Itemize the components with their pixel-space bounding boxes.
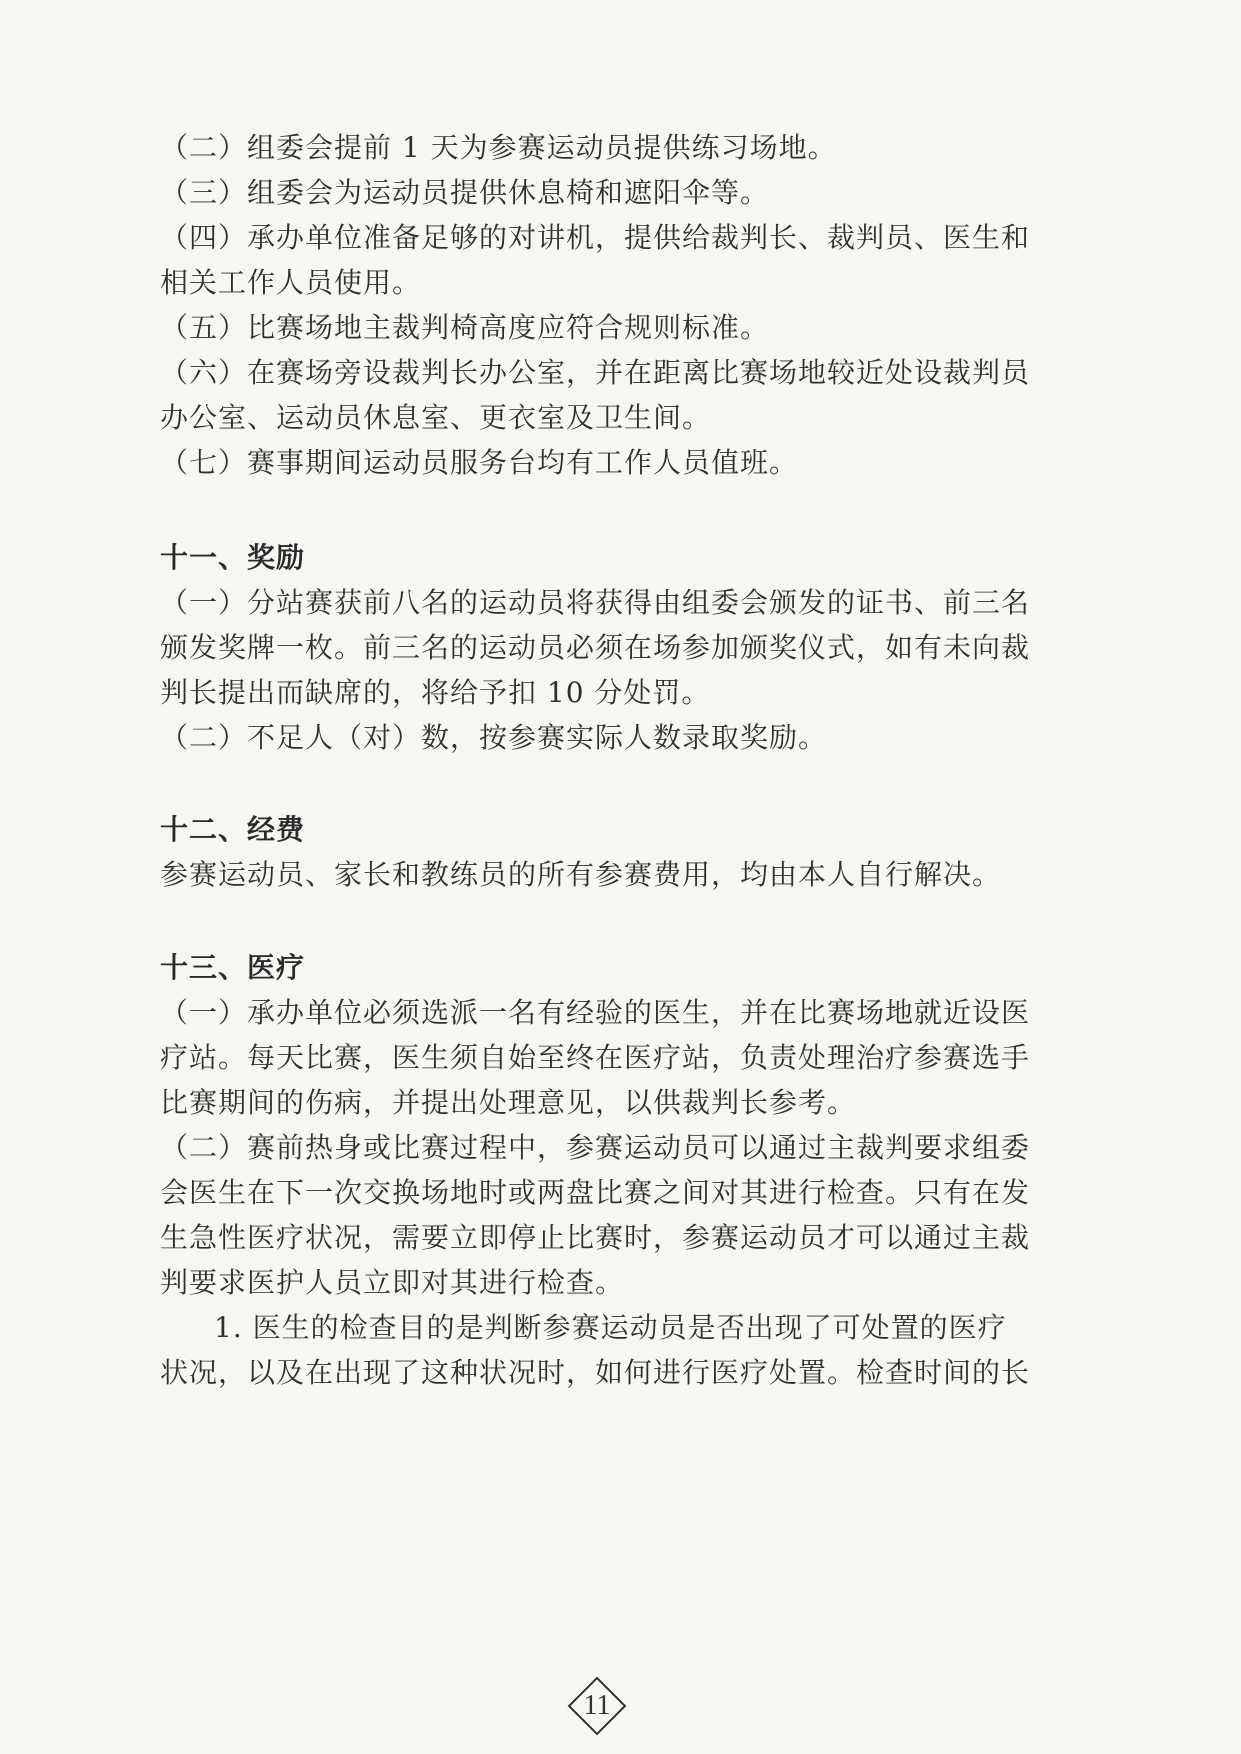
page-number: 11 (583, 1690, 611, 1721)
s10-item-4-line-2: 相关工作人员使用。 (160, 266, 422, 299)
section-13-heading: 十三、医疗 (160, 951, 306, 984)
s10-item-3: （三）组委会为运动员提供休息椅和遮阳伞等。 (160, 176, 770, 209)
s10-item-5: （五）比赛场地主裁判椅高度应符合规则标准。 (160, 311, 770, 344)
s13-item-2-line-3: 生急性医疗状况，需要立即停止比赛时，参赛运动员才可以通过主裁 (160, 1221, 1031, 1254)
s13-item-1-line-1: （一）承办单位必须选派一名有经验的医生，并在比赛场地就近设医 (160, 996, 1031, 1029)
s10-item-7: （七）赛事期间运动员服务台均有工作人员值班。 (160, 446, 799, 479)
s11-item-2: （二）不足人（对）数，按参赛实际人数录取奖励。 (160, 721, 828, 754)
s10-item-6-line-2: 办公室、运动员休息室、更衣室及卫生间。 (160, 401, 712, 434)
s10-item-6-line-1: （六）在赛场旁设裁判长办公室，并在距离比赛场地较近处设裁判员 (160, 356, 1031, 389)
section-12-heading: 十二、经费 (160, 813, 306, 846)
s11-item-1-line-3: 判长提出而缺席的，将给予扣 10 分处罚。 (160, 676, 711, 709)
s12-body: 参赛运动员、家长和教练员的所有参赛费用，均由本人自行解决。 (160, 858, 1002, 891)
s13-item-1-line-2: 疗站。每天比赛，医生须自始至终在医疗站，负责处理治疗参赛选手 (160, 1041, 1031, 1074)
s13-item-2-line-2: 会医生在下一次交换场地时或两盘比赛之间对其进行检查。只有在发 (160, 1176, 1031, 1209)
s13-item-2-line-4: 判要求医护人员立即对其进行检查。 (160, 1266, 625, 1299)
s13-sub-1-line-1: 1. 医生的检查目的是判断参赛运动员是否出现了可处置的医疗 (214, 1311, 1007, 1344)
s13-sub-1-line-2: 状况，以及在出现了这种状况时，如何进行医疗处置。检查时间的长 (160, 1356, 1031, 1389)
s13-item-1-line-3: 比赛期间的伤病，并提出处理意见，以供裁判长参考。 (160, 1086, 857, 1119)
s10-item-2: （二）组委会提前 1 天为参赛运动员提供练习场地。 (160, 131, 837, 164)
page-number-badge (567, 1676, 627, 1736)
s11-item-1-line-2: 颁发奖牌一枚。前三名的运动员必须在场参加颁奖仪式，如有未向裁 (160, 631, 1031, 664)
s13-item-2-line-1: （二）赛前热身或比赛过程中，参赛运动员可以通过主裁判要求组委 (160, 1131, 1031, 1164)
section-11-heading: 十一、奖励 (160, 541, 306, 574)
s10-item-4-line-1: （四）承办单位准备足够的对讲机，提供给裁判长、裁判员、医生和 (160, 221, 1031, 254)
s11-item-1-line-1: （一）分站赛获前八名的运动员将获得由组委会颁发的证书、前三名 (160, 586, 1031, 619)
